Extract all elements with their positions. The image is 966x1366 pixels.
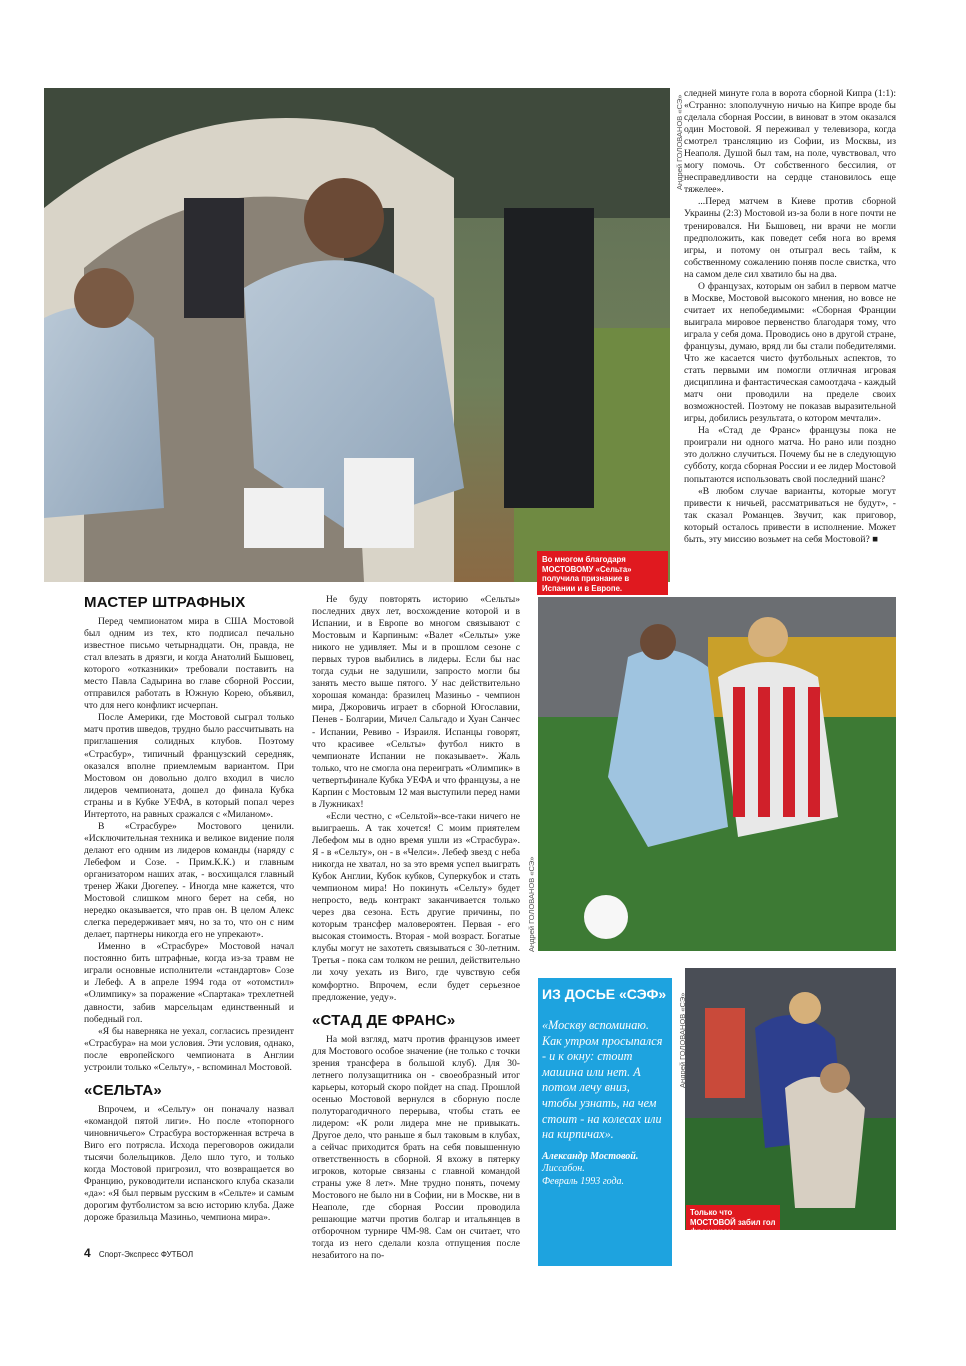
- section-heading-master: МАСТЕР ШТРАФНЫХ: [84, 594, 246, 611]
- paragraph: В «Страсбуре» Мостового ценили. «Исключительная техника и великое видение поля делают его одним из лидеров команды (наряду с Лебефом и Созе. - Прим.К.К.) и главным организатором наших атак, - восхищался главный тренер Жаки Дюгепеу. - Иногда мне кажется, что Мостовой слишком много берет на себя, но нередко оказывается, что прав он. В целом Алекс слегка передерживает мяч, но за то, что он с ним делает, партнеры никогда его не упрекают».: [84, 820, 294, 941]
- left-column: [84, 594, 294, 1224]
- photo-credit-top: Андрей ГОЛОВАНОВ «СЭ»: [675, 94, 684, 190]
- dossier-date: Февраль 1993 года.: [542, 1175, 625, 1187]
- paragraph: О французах, которым он забил в первом матче в Москве, Мостовой высокого мнения, но вовсе не считает их непобедимыми: «Сборная Франции выиграла мировое первенство благодаря тому, что играла у себя дома. Проводись оно в другой стране, французы, думаю, вряд ли бы стали победителями. Что же касается чисто футбольных аспектов, то стать первыми им помогли отличная игровая дисциплина и фантастическая самоотдача - каждый матч они проводили на пределе своих возможностей. Поэтому не показав выразительной игры, добились результата, о котором мечтали».: [684, 280, 896, 425]
- page-footer: [84, 1246, 384, 1260]
- paragraph: На мой взгляд, матч против французов имеет для Мостового особое значение (не только с точки зрения трансфера в большой клуб). Для 30-летнего полузащитника он - своеобразный итог карьеры, который скоро пойдет на спад. Прошлой осенью Мостовой вернулся в сборную после полуторагодичного перерыва, чтобы стать ее лидером: «К роли лидера мне не привыкать. Другое дело, что раньше я был таковым в клубах, а сейчас приходится брать на себя повышенную ответственность в сборной. Я вхожу в пятерку игроков, которые связаны с главной командой страны уже 8 лет». Мне трудно понять, почему Мостового не было ни в Софии, ни в Москве, ни в Неаполе, где сборная России проводила решающие матчи против болгар и итальянцев в отборочном турнире ЧМ-98. Сам он считает, что тогда из него сделали козла отпущения после незабитого на по-: [312, 1033, 520, 1262]
- paragraph: Впрочем, и «Сельту» он поначалу назвал «командой пятой лиги». Но после «топорного чиновничьего» Страсбура восторженная встреча в Виго его потрясла. Исхода переговоров ожидали тысячи болельщиков. Дело шло туго, и только когда Мостовой пригрозил, что возвращается во Францию, руководители испанского клуба сказали «да»: «Я был первым русским в «Сельте» и самым дорогим футболистом за всю историю клуба. Даже дороже бразильца Мазиньо, чемпиона мира».: [84, 1103, 294, 1224]
- photo-credit-bottom: Андрей ГОЛОВАНОВ «СЭ»: [678, 992, 687, 1088]
- page-number: 4: [84, 1246, 91, 1260]
- photo-caption-top: Во многом благодаря МОСТОВОМУ «Сельта» получила признание в Испании и в Европе.: [537, 551, 668, 595]
- paragraph: «Если честно, с «Сельтой»-все-таки ничего не выиграешь. А так хочется! С моим приятелем Лебефом мы в одно время ушли из «Страсбура». Я - в «Сельту», он - в «Челси». Лебеф звезд с неба никогда не хватал, но за это время успел выиграть Кубок Англии, Кубок кубков, Суперкубок и стать чемпионом мира! Но покинуть «Сельту» будет непросто, ведь контракт заканчивается только через два сезона. Есть другие причины, по которым трансфер маловероятен. Первая - его высокая стоимость. Вторая - мой возраст. Богатые клубы могут не захотеть связываться с 30-летним. Третья - пока сам толком не решил, действительно ли хочу уехать из Виго, где чувствую себя комфортно. Впрочем, если будет серьезное предложение, уеду».: [312, 810, 520, 1003]
- paragraph: На «Стад де Франс» французы пока не проиграли ни одного матча. Но рано или поздно это должно случиться. Почему бы не в следующую субботу, когда сборная России и ее лидер Мостовой попытаются использовать свой последний шанс?: [684, 425, 896, 485]
- right-top-column: [684, 88, 896, 546]
- dossier-place: Лиссабон.: [542, 1162, 585, 1174]
- publication-name: Спорт-Экспресс ФУТБОЛ: [98, 1250, 194, 1259]
- photo-celebration-image: [685, 968, 896, 1230]
- photo-goal-celebration: [685, 968, 896, 1230]
- photo-match-image: [538, 597, 896, 951]
- section-heading-stade: «СТАД ДЕ ФРАНС»: [312, 1011, 456, 1029]
- paragraph: Именно в «Страсбуре» Мостовой начал постоянно бить штрафные, когда из-за травм не играли основные исполнители «стандартов» Созе и Лебеф. А в апреле 1994 года от «отомстил» «Олимпику» за поражение «Спартака» трехлетней давности, забив марсельцам единственный и победный гол.: [84, 941, 294, 1025]
- section-heading-celta: «СЕЛЬТА»: [84, 1081, 162, 1099]
- photo-caption-bottom: Только что МОСТОВОЙ забил гол французам.: [686, 1205, 780, 1230]
- dossier-heading: ИЗ ДОСЬЕ «СЭФ»: [538, 984, 672, 1004]
- paragraph: следней минуте гола в ворота сборной Кипра (1:1): «Странно: злополучную ничью на Кипре вроде бы сделала сборная России, в виноват в этом оказался один Мостовой. Я переживал у телевизора, когда смотрел трансляцию из Софии, из Москвы, из Неаполя. Душой был там, на поле, чувствовал, что могу помочь. От собственного бессилия, от несправедливости на сердце становилось еще тяжелее».: [684, 88, 896, 196]
- photo-credit-middle: Андрей ГОЛОВАНОВ «СЭ»: [527, 856, 536, 952]
- paragraph: После Америки, где Мостовой сыграл только матч против шведов, трудно было рассчитывать на приглашения солидных клубов. Поэтому «Страсбур», типичный французский середняк, оказался вполне приемлемым вариантом. При Мостовом он довольно долго входил в число лидеров чемпионата, дошел до финала Кубка страны и в Кубке УЕФА, в который попал через Интертото, на равных сражался с «Миланом».: [84, 712, 294, 820]
- paragraph: ...Перед матчем в Киеве против сборной Украины (2:3) Мостовой из-за боли в ноге почти не тренировался. Ни Бышовец, ни врачи не могли предположить, как поведет себя нога во время игры, и потому он отыграл весь тайм, к собственному сожалению поняв после свистка, что на самом деле сил хватило бы на два.: [684, 196, 896, 280]
- paragraph: Перед чемпионатом мира в США Мостовой был одним из тех, кто подписал печально известное письмо четырнадцати. Он, правда, не стал влезать в дрязги, и когда Анатолий Бышовец, которого «отказники» требовали поставить на место Павла Садырина во главе сборной России, отправился работать в Южную Корею, объявил, что для него конфликт исчерпан.: [84, 616, 294, 712]
- photo-match-action: [538, 597, 896, 951]
- paragraph: «Я бы наверняка не уехал, согласись президент «Страсбура» на мои условия. Эти условия, однако, после европейского чемпионата в Англии устроили только «Сельту», - вспоминал Мостовой.: [84, 1025, 294, 1073]
- paragraph: Не буду повторять историю «Сельты» последних двух лет, восхождение которой и в Испании, и в Европе во многом связывают с Мостовым и Карпиным: «Валет «Сельты» уже никого не удивляет. Мы и в прошлом сезоне с первых туров выбились в лидеры. Если бы нас тогда судьи не задушили, запросто могли бы занять место выше пятого. У нас действительно хорошая команда: бразилец Мазиньо - чемпион мира, Джоровичь играет в сборной Югославии, Пенев - Болгарии, Мичел Сальгадо и Хуан Санчес - Испании, Ревиво - Израиля. Испанцы говорят, что красивее «Сельты» футбол никто в чемпионате Испании не показывает». Жаль только, что не смогла она переиграть «Олимпик» в четвертьфинале Кубка УЕФА и что французы, а не Карпин с Мостовым 12 мая выступили перед нами в Лужниках!: [312, 594, 520, 810]
- middle-column: [312, 594, 520, 1262]
- dossier-box: [538, 978, 672, 1266]
- dossier-author: Александр Мостовой.: [542, 1150, 639, 1162]
- paragraph: «В любом случае варианты, которые могут привести к ничьей, рассматриваться не будут», - так сказал Романцев. Звучит, как приговор, который осталось привести в исполнение. Может быть, эту миссию возьмет на себя Мостовой? ■: [684, 485, 896, 545]
- dossier-quote: «Москву вспоминаю. Как утром просыпался - и к окну: стоит машина или нет. А потом лечу вниз, чтобы узнать, на чем стоит - на колесах или на кирпичах».: [542, 1018, 663, 1142]
- photo-players-tunnel: [44, 88, 670, 582]
- photo-tunnel-image: [44, 88, 670, 582]
